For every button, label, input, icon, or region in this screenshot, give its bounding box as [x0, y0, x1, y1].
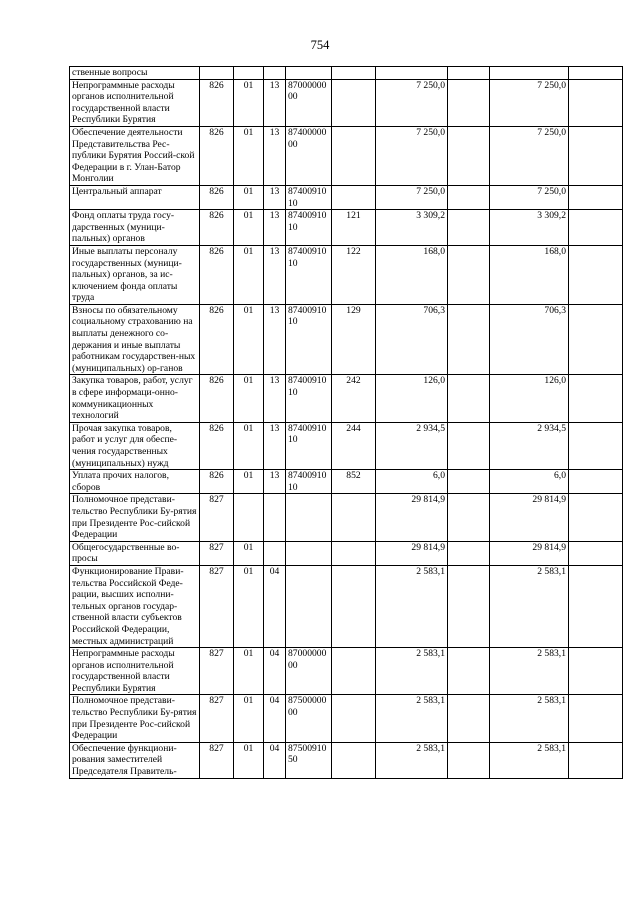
cell-name: Непрограммные расходы органов исполнительной государственной власти Республики Бурятия [70, 79, 200, 126]
cell-amount-4 [569, 304, 623, 375]
cell-subsection-code [264, 494, 286, 541]
cell-amount-3: 7 250,0 [490, 185, 569, 209]
cell-target-article: 87400910 10 [286, 375, 332, 422]
cell-amount-1: 2 583,1 [376, 565, 448, 647]
cell-name: Иные выплаты персоналу государственных (муници-пальных) органов, за ис-ключением фонда оплаты труда [70, 245, 200, 304]
cell-expense-type [332, 185, 376, 209]
cell-amount-3: 3 309,2 [490, 210, 569, 246]
cell-amount-2 [448, 245, 490, 304]
cell-target-article: 87500000 00 [286, 695, 332, 742]
cell-target-article [286, 494, 332, 541]
cell-amount-4 [569, 541, 623, 565]
cell-amount-1: 29 814,9 [376, 541, 448, 565]
cell-name: Закупка товаров, работ, услуг в сфере информаци-онно-коммуникационных технологий [70, 375, 200, 422]
cell-department-code: 827 [200, 541, 234, 565]
cell-amount-4 [569, 565, 623, 647]
cell-amount-1: 7 250,0 [376, 79, 448, 126]
cell-section-code: 01 [234, 565, 264, 647]
cell-target-article: 87400910 10 [286, 245, 332, 304]
cell-section-code: 01 [234, 375, 264, 422]
cell-amount-2 [448, 565, 490, 647]
cell-target-article: 87400910 10 [286, 304, 332, 375]
cell-amount-2 [448, 304, 490, 375]
table-row [70, 245, 623, 304]
cell-amount-4 [569, 375, 623, 422]
cell-amount-3: 2 583,1 [490, 695, 569, 742]
cell-amount-3: 29 814,9 [490, 541, 569, 565]
cell-subsection-code: 04 [264, 648, 286, 695]
cell-target-article: 87400910 10 [286, 422, 332, 469]
cell-subsection-code: 13 [264, 470, 286, 494]
page-number: 754 [310, 38, 330, 52]
cell-amount-2 [448, 79, 490, 126]
table-row [70, 304, 623, 375]
cell-amount-4 [569, 648, 623, 695]
cell-target-article [286, 565, 332, 647]
cell-amount-3: 2 583,1 [490, 742, 569, 778]
cell-amount-2 [448, 126, 490, 185]
cell-amount-3: 706,3 [490, 304, 569, 375]
cell-amount-1: 126,0 [376, 375, 448, 422]
table-row [70, 695, 623, 742]
cell-section-code: 01 [234, 541, 264, 565]
cell-amount-1 [376, 67, 448, 80]
cell-subsection-code: 13 [264, 210, 286, 246]
cell-subsection-code: 13 [264, 126, 286, 185]
cell-name: Обеспечение деятельности Представительства Рес-публики Бурятия Россий-ской Федерации в г. Улан-Батор Монголии [70, 126, 200, 185]
cell-target-article: 87400910 10 [286, 185, 332, 209]
cell-expense-type: 129 [332, 304, 376, 375]
cell-department-code: 826 [200, 185, 234, 209]
table-row [70, 79, 623, 126]
cell-amount-4 [569, 422, 623, 469]
cell-amount-4 [569, 79, 623, 126]
cell-subsection-code [264, 67, 286, 80]
cell-department-code: 826 [200, 470, 234, 494]
cell-subsection-code: 04 [264, 695, 286, 742]
cell-department-code: 826 [200, 126, 234, 185]
cell-name: ственные вопросы [70, 67, 200, 80]
cell-subsection-code: 13 [264, 304, 286, 375]
cell-amount-3: 2 934,5 [490, 422, 569, 469]
cell-subsection-code: 13 [264, 375, 286, 422]
cell-department-code: 827 [200, 648, 234, 695]
cell-amount-2 [448, 648, 490, 695]
table-body [70, 67, 623, 779]
cell-amount-2 [448, 541, 490, 565]
cell-expense-type [332, 695, 376, 742]
cell-name: Функционирование Прави-тельства Российской Феде-рации, высших исполни-тельных органов государ-ственной власти субъектов Российской Федерации, местных администраций [70, 565, 200, 647]
cell-name: Обеспечение функциони-рования заместителей Председателя Правитель- [70, 742, 200, 778]
cell-subsection-code: 13 [264, 185, 286, 209]
cell-expense-type [332, 126, 376, 185]
cell-amount-4 [569, 742, 623, 778]
cell-amount-2 [448, 67, 490, 80]
cell-section-code: 01 [234, 470, 264, 494]
cell-department-code: 827 [200, 695, 234, 742]
cell-amount-3: 7 250,0 [490, 79, 569, 126]
cell-section-code [234, 494, 264, 541]
cell-name: Прочая закупка товаров, работ и услуг для обеспе-чения государственных (муниципальных) нужд [70, 422, 200, 469]
cell-amount-4 [569, 494, 623, 541]
cell-department-code: 826 [200, 375, 234, 422]
cell-target-article [286, 541, 332, 565]
cell-amount-1: 3 309,2 [376, 210, 448, 246]
cell-amount-1: 2 583,1 [376, 695, 448, 742]
table-row [70, 565, 623, 647]
cell-name: Полномочное представи-тельство Республики Бу-рятия при Президенте Рос-сийской Федерации [70, 494, 200, 541]
cell-department-code: 827 [200, 742, 234, 778]
cell-subsection-code: 13 [264, 422, 286, 469]
cell-target-article: 87400910 10 [286, 210, 332, 246]
cell-amount-4 [569, 245, 623, 304]
cell-expense-type [332, 742, 376, 778]
cell-department-code: 826 [200, 304, 234, 375]
cell-subsection-code: 04 [264, 742, 286, 778]
table-row [70, 210, 623, 246]
cell-amount-3 [490, 67, 569, 80]
cell-amount-1: 2 583,1 [376, 742, 448, 778]
cell-target-article: 87000000 00 [286, 648, 332, 695]
cell-section-code: 01 [234, 126, 264, 185]
cell-expense-type: 852 [332, 470, 376, 494]
cell-department-code: 826 [200, 422, 234, 469]
cell-name: Непрограммные расходы органов исполнительной государственной власти Республики Бурятия [70, 648, 200, 695]
cell-subsection-code: 04 [264, 565, 286, 647]
cell-expense-type [332, 79, 376, 126]
table-row [70, 470, 623, 494]
cell-name: Фонд оплаты труда госу-дарственных (муници-пальных) органов [70, 210, 200, 246]
table-row [70, 126, 623, 185]
cell-amount-4 [569, 185, 623, 209]
cell-name: Полномочное представи-тельство Республики Бу-рятия при Президенте Рос-сийской Федерации [70, 695, 200, 742]
cell-section-code: 01 [234, 695, 264, 742]
cell-name: Центральный аппарат [70, 185, 200, 209]
cell-amount-1: 706,3 [376, 304, 448, 375]
cell-amount-3: 7 250,0 [490, 126, 569, 185]
cell-expense-type [332, 494, 376, 541]
cell-amount-1: 2 583,1 [376, 648, 448, 695]
cell-amount-4 [569, 67, 623, 80]
cell-amount-1: 168,0 [376, 245, 448, 304]
cell-name: Уплата прочих налогов, сборов [70, 470, 200, 494]
cell-amount-4 [569, 695, 623, 742]
cell-department-code [200, 67, 234, 80]
cell-name: Общегосударственные во-просы [70, 541, 200, 565]
cell-section-code: 01 [234, 648, 264, 695]
cell-section-code [234, 67, 264, 80]
cell-target-article: 87000000 00 [286, 79, 332, 126]
cell-subsection-code [264, 541, 286, 565]
cell-section-code: 01 [234, 245, 264, 304]
table-row [70, 422, 623, 469]
cell-amount-2 [448, 742, 490, 778]
cell-amount-1: 2 934,5 [376, 422, 448, 469]
cell-target-article: 87500910 50 [286, 742, 332, 778]
cell-expense-type: 244 [332, 422, 376, 469]
cell-subsection-code: 13 [264, 79, 286, 126]
cell-amount-2 [448, 470, 490, 494]
cell-expense-type: 122 [332, 245, 376, 304]
cell-department-code: 826 [200, 79, 234, 126]
cell-department-code: 826 [200, 245, 234, 304]
cell-expense-type [332, 67, 376, 80]
cell-amount-3: 2 583,1 [490, 565, 569, 647]
table-row [70, 67, 623, 80]
cell-amount-2 [448, 185, 490, 209]
cell-section-code: 01 [234, 422, 264, 469]
cell-amount-1: 6,0 [376, 470, 448, 494]
cell-name: Взносы по обязательному социальному страхованию на выплаты денежного со-держания и иные выплаты работникам государствен-ных (муниципальных) ор-ганов [70, 304, 200, 375]
cell-amount-4 [569, 126, 623, 185]
cell-section-code: 01 [234, 210, 264, 246]
cell-amount-1: 7 250,0 [376, 185, 448, 209]
cell-amount-3: 2 583,1 [490, 648, 569, 695]
cell-target-article: 87400000 00 [286, 126, 332, 185]
budget-table [69, 66, 623, 779]
cell-expense-type [332, 541, 376, 565]
cell-subsection-code: 13 [264, 245, 286, 304]
cell-amount-2 [448, 422, 490, 469]
cell-amount-3: 168,0 [490, 245, 569, 304]
cell-target-article: 87400910 10 [286, 470, 332, 494]
cell-amount-3: 6,0 [490, 470, 569, 494]
cell-department-code: 827 [200, 494, 234, 541]
cell-expense-type [332, 565, 376, 647]
table-row [70, 494, 623, 541]
cell-department-code: 827 [200, 565, 234, 647]
cell-expense-type: 242 [332, 375, 376, 422]
cell-section-code: 01 [234, 185, 264, 209]
cell-expense-type [332, 648, 376, 695]
cell-target-article [286, 67, 332, 80]
cell-department-code: 826 [200, 210, 234, 246]
cell-amount-2 [448, 210, 490, 246]
cell-section-code: 01 [234, 304, 264, 375]
cell-amount-3: 29 814,9 [490, 494, 569, 541]
cell-section-code: 01 [234, 79, 264, 126]
table-row [70, 375, 623, 422]
cell-amount-3: 126,0 [490, 375, 569, 422]
cell-amount-4 [569, 470, 623, 494]
cell-amount-2 [448, 695, 490, 742]
cell-amount-4 [569, 210, 623, 246]
table-row [70, 742, 623, 778]
cell-amount-1: 29 814,9 [376, 494, 448, 541]
cell-expense-type: 121 [332, 210, 376, 246]
cell-amount-2 [448, 375, 490, 422]
table-row [70, 185, 623, 209]
cell-amount-1: 7 250,0 [376, 126, 448, 185]
cell-amount-2 [448, 494, 490, 541]
table-row [70, 541, 623, 565]
table-row [70, 648, 623, 695]
cell-section-code: 01 [234, 742, 264, 778]
